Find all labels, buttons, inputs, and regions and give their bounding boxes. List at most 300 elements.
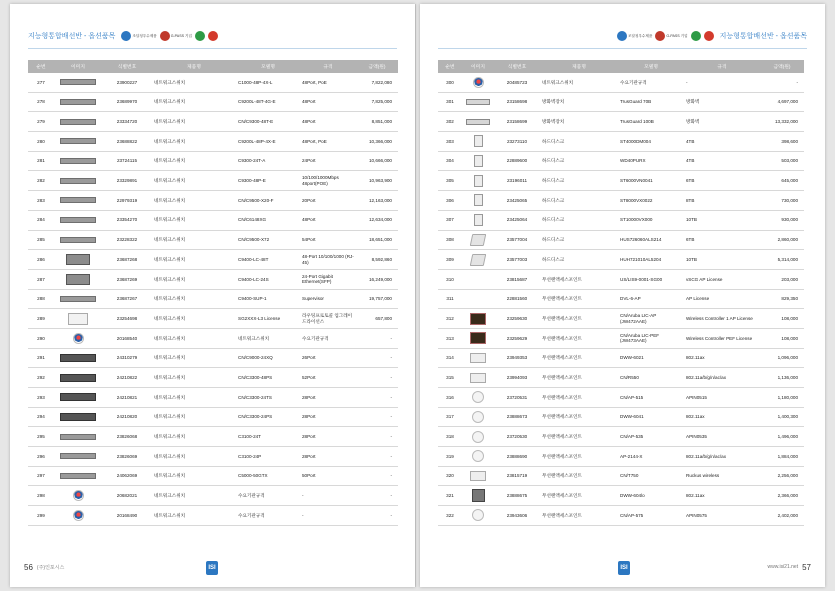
product-name: 네트워크스위치 bbox=[152, 92, 236, 112]
switch-image bbox=[60, 197, 96, 203]
row-number: 309 bbox=[438, 250, 462, 270]
model-name: CN/C9300-48T-E bbox=[236, 112, 300, 132]
specification: APIN0535 bbox=[684, 427, 760, 447]
specification: APIN0515 bbox=[684, 388, 760, 408]
specification: 6TB bbox=[684, 171, 760, 191]
switch-image bbox=[60, 413, 96, 421]
model-name: TrusGuard 70B bbox=[618, 92, 684, 112]
table-row bbox=[438, 506, 804, 526]
product-image-cell bbox=[462, 151, 494, 171]
row-number: 284 bbox=[28, 210, 54, 230]
product-image-cell bbox=[462, 486, 494, 506]
product-name: 방화벽장치 bbox=[540, 92, 618, 112]
page-footer bbox=[24, 561, 64, 573]
table-row bbox=[438, 269, 804, 289]
website-url: www.isi21.net bbox=[767, 564, 799, 570]
specification: 48Port bbox=[300, 92, 356, 112]
table-row bbox=[28, 328, 398, 348]
specification: vSCG AP License bbox=[684, 269, 760, 289]
product-image-cell bbox=[462, 132, 494, 152]
license-logo-image bbox=[467, 277, 489, 281]
price: 12,634,000 bbox=[356, 210, 398, 230]
row-number: 296 bbox=[28, 447, 54, 467]
product-name: 무선랜액세스포인트 bbox=[540, 328, 618, 348]
product-name: 네트워크스위치 bbox=[152, 368, 236, 388]
product-image-cell bbox=[462, 191, 494, 211]
product-name: 무선랜액세스포인트 bbox=[540, 348, 618, 368]
product-name: 하드디스크 bbox=[540, 132, 618, 152]
identification-number: 20168540 bbox=[102, 328, 152, 348]
identification-number: 23577004 bbox=[494, 230, 540, 250]
product-image-cell bbox=[462, 269, 494, 289]
column-header: 식별번호 bbox=[102, 60, 152, 73]
table-row bbox=[438, 171, 804, 191]
product-image-cell bbox=[54, 73, 102, 92]
model-name: 네트워크스위치 bbox=[236, 328, 300, 348]
row-number: 285 bbox=[28, 230, 54, 250]
identification-number: 23329891 bbox=[102, 171, 152, 191]
product-image-cell bbox=[54, 486, 102, 506]
model-name: C1000-48P-4X-L bbox=[236, 73, 300, 92]
product-image-cell bbox=[54, 210, 102, 230]
row-number: 302 bbox=[438, 112, 462, 132]
product-name: 네트워크스위치 bbox=[152, 210, 236, 230]
identification-number: 20485723 bbox=[494, 73, 540, 92]
table-row bbox=[438, 112, 804, 132]
hard-disk-image bbox=[470, 234, 487, 246]
identification-number: 23254698 bbox=[102, 309, 152, 329]
column-header: 금액(원) bbox=[356, 60, 398, 73]
identification-number: 23273110 bbox=[494, 132, 540, 152]
table-row bbox=[28, 447, 398, 467]
red-mark-icon bbox=[208, 31, 218, 41]
access-point-image bbox=[472, 431, 484, 443]
left-header bbox=[28, 28, 224, 44]
g-pass-logo-icon bbox=[655, 31, 665, 41]
product-image-cell bbox=[462, 348, 494, 368]
model-name: DWW-604lo bbox=[618, 486, 684, 506]
table-row bbox=[28, 269, 398, 289]
switch-image bbox=[60, 374, 96, 382]
model-name: HUS726060ALS214 bbox=[618, 230, 684, 250]
identification-number: 23158698 bbox=[494, 92, 540, 112]
product-image-cell bbox=[54, 151, 102, 171]
price: 13,332,000 bbox=[760, 112, 804, 132]
table-row bbox=[28, 427, 398, 447]
product-image-cell bbox=[54, 132, 102, 152]
specification: Ruckus wireless bbox=[684, 466, 760, 486]
product-name: 네트워크스위치 bbox=[152, 388, 236, 408]
product-name: 네트워크스위치 bbox=[152, 309, 236, 329]
model-name: CN/C3300-24TS bbox=[236, 388, 300, 408]
model-name: 수요기관규격 bbox=[236, 486, 300, 506]
product-name: 네트워크스위치 bbox=[152, 289, 236, 309]
specification: 28Port bbox=[300, 388, 356, 408]
price: - bbox=[356, 348, 398, 368]
price: - bbox=[356, 388, 398, 408]
specification: Wireless Controller 1 AP License bbox=[684, 309, 760, 329]
identification-number: 23354270 bbox=[102, 210, 152, 230]
identification-number: 23228322 bbox=[102, 230, 152, 250]
switch-image bbox=[60, 138, 96, 144]
model-name: ST6000VN0041 bbox=[618, 171, 684, 191]
product-image-cell bbox=[462, 447, 494, 467]
identification-number: 22979319 bbox=[102, 191, 152, 211]
specification: 54Port bbox=[300, 230, 356, 250]
identification-number: 23259630 bbox=[494, 309, 540, 329]
header-logo bbox=[208, 31, 218, 41]
table-row bbox=[28, 466, 398, 486]
column-header: 순번 bbox=[28, 60, 54, 73]
specification: 48Port, PoE bbox=[300, 73, 356, 92]
model-name: WD40PURX bbox=[618, 151, 684, 171]
identification-number: 23888673 bbox=[494, 407, 540, 427]
table-row bbox=[28, 388, 398, 408]
table-row bbox=[438, 132, 804, 152]
specification: 48Port bbox=[300, 210, 356, 230]
model-name: CN/AP-535 bbox=[618, 427, 684, 447]
row-number: 299 bbox=[28, 506, 54, 526]
switch-image bbox=[60, 99, 96, 105]
specification: 802.11ax bbox=[684, 407, 760, 427]
access-point-image bbox=[470, 373, 486, 383]
model-name: C5000-50GTX bbox=[236, 466, 300, 486]
government-seal-icon bbox=[56, 333, 100, 344]
row-number: 282 bbox=[28, 171, 54, 191]
header-logo bbox=[160, 31, 192, 41]
table-header-row bbox=[438, 60, 804, 73]
hard-disk-image bbox=[474, 214, 483, 226]
specification: Wireless Controller PEF License bbox=[684, 328, 760, 348]
product-name: 무선랜액세스포인트 bbox=[540, 447, 618, 467]
price: 18,651,000 bbox=[356, 230, 398, 250]
row-number: 319 bbox=[438, 447, 462, 467]
model-name: CN/C9500-X20-F bbox=[236, 191, 300, 211]
price: 10,963,900 bbox=[356, 171, 398, 191]
table-row bbox=[438, 250, 804, 270]
product-name: 무선랜액세스포인트 bbox=[540, 466, 618, 486]
identification-number: 23815687 bbox=[494, 269, 540, 289]
product-image-cell bbox=[462, 407, 494, 427]
product-name: 네트워크스위치 bbox=[152, 191, 236, 211]
government-seal-icon bbox=[56, 510, 100, 521]
certification-seal-icon bbox=[121, 31, 131, 41]
identification-number: 23687269 bbox=[102, 269, 152, 289]
row-number: 277 bbox=[28, 73, 54, 92]
model-name: DVL-6-AP bbox=[618, 289, 684, 309]
logo-text: G-PASS 기업 bbox=[666, 34, 688, 38]
license-box-image bbox=[470, 313, 486, 325]
row-number: 318 bbox=[438, 427, 462, 447]
access-point-image bbox=[470, 353, 486, 363]
government-seal-icon bbox=[56, 490, 100, 501]
column-header: 순번 bbox=[438, 60, 462, 73]
identification-number: 23687267 bbox=[102, 289, 152, 309]
table-row bbox=[438, 328, 804, 348]
price: 930,000 bbox=[760, 210, 804, 230]
switch-image bbox=[60, 473, 96, 479]
product-image-cell bbox=[54, 388, 102, 408]
product-name: 네트워크스위치 bbox=[540, 73, 618, 92]
row-number: 306 bbox=[438, 191, 462, 211]
column-header: 금액(원) bbox=[760, 60, 804, 73]
access-point-image bbox=[472, 411, 484, 423]
model-name: CN/Aruba LIC-PEF (JW473AAE) bbox=[618, 328, 684, 348]
model-name: SG2XXX-L3 License bbox=[236, 309, 300, 329]
identification-number: 23425064 bbox=[494, 210, 540, 230]
row-number: 310 bbox=[438, 269, 462, 289]
column-header: 제품명 bbox=[540, 60, 618, 73]
model-name: ST10000VX000 bbox=[618, 210, 684, 230]
specification: 52Port bbox=[300, 368, 356, 388]
row-number: 298 bbox=[28, 486, 54, 506]
identification-number: 23943606 bbox=[494, 506, 540, 526]
product-image-cell bbox=[54, 112, 102, 132]
identification-number: 24310279 bbox=[102, 348, 152, 368]
product-image-cell bbox=[462, 368, 494, 388]
row-number: 286 bbox=[28, 250, 54, 270]
row-number: 290 bbox=[28, 328, 54, 348]
specification: - bbox=[684, 73, 760, 92]
product-name: 네트워크스위치 bbox=[152, 348, 236, 368]
price: 829,350 bbox=[760, 289, 804, 309]
identification-number: 20682021 bbox=[102, 486, 152, 506]
product-name: 네트워크스위치 bbox=[152, 171, 236, 191]
product-image-cell bbox=[54, 230, 102, 250]
price: 503,000 bbox=[760, 151, 804, 171]
logo-text: 조달청우수제품 bbox=[132, 34, 157, 38]
product-image-cell bbox=[54, 466, 102, 486]
identification-number: 23158699 bbox=[494, 112, 540, 132]
emblem-icon bbox=[473, 77, 484, 88]
row-number: 308 bbox=[438, 230, 462, 250]
model-name: C9300-24T-A bbox=[236, 151, 300, 171]
row-number: 311 bbox=[438, 289, 462, 309]
row-number: 307 bbox=[438, 210, 462, 230]
specification: 28Port bbox=[300, 407, 356, 427]
model-name: C9400-LC-24S bbox=[236, 269, 300, 289]
table-header-row bbox=[28, 60, 398, 73]
table-row bbox=[28, 348, 398, 368]
price: 19,757,000 bbox=[356, 289, 398, 309]
model-name: CN/C3300-48PS bbox=[236, 368, 300, 388]
specification: 방화벽 bbox=[684, 92, 760, 112]
license-logo-image bbox=[467, 297, 489, 301]
price: - bbox=[356, 466, 398, 486]
model-name: TrusGuard 100B bbox=[618, 112, 684, 132]
row-number: 293 bbox=[28, 388, 54, 408]
table-row bbox=[438, 210, 804, 230]
row-number: 283 bbox=[28, 191, 54, 211]
column-header: 모델명 bbox=[236, 60, 300, 73]
identification-number: 20168490 bbox=[102, 506, 152, 526]
brand-mark-icon: ISI bbox=[206, 561, 218, 575]
row-number: 317 bbox=[438, 407, 462, 427]
specification: APIN0575 bbox=[684, 506, 760, 526]
row-number: 280 bbox=[28, 132, 54, 152]
price: 1,496,000 bbox=[760, 427, 804, 447]
specification: 라우팅프로토콜 업그레이드라이선스 bbox=[300, 309, 356, 329]
table-row bbox=[438, 368, 804, 388]
specification: 20Port bbox=[300, 191, 356, 211]
identification-number: 23689970 bbox=[102, 92, 152, 112]
price: 398,600 bbox=[760, 132, 804, 152]
certification-seal-icon bbox=[617, 31, 627, 41]
identification-number: 23577003 bbox=[494, 250, 540, 270]
table-row bbox=[438, 73, 804, 92]
logo-group bbox=[121, 31, 218, 41]
identification-number: 23724115 bbox=[102, 151, 152, 171]
table-row bbox=[438, 151, 804, 171]
identification-number: 23720531 bbox=[494, 388, 540, 408]
identification-number: 23687268 bbox=[102, 250, 152, 270]
specification: 8TB bbox=[684, 191, 760, 211]
line-card-image bbox=[66, 274, 90, 285]
specification: Supervisor bbox=[300, 289, 356, 309]
price: 10,366,000 bbox=[356, 132, 398, 152]
model-name: C9200L-48T-4G-E bbox=[236, 92, 300, 112]
model-name: C3100-24P bbox=[236, 447, 300, 467]
product-image-cell bbox=[54, 309, 102, 329]
price: 7,825,000 bbox=[356, 92, 398, 112]
specification: 10/100/1000Mbps 48port(POE) bbox=[300, 171, 356, 191]
model-name: C9400-LC-48T bbox=[236, 250, 300, 270]
identification-number: 23900227 bbox=[102, 73, 152, 92]
product-image-cell bbox=[462, 289, 494, 309]
identification-number: 23888675 bbox=[494, 486, 540, 506]
model-name: CN/T750 bbox=[618, 466, 684, 486]
product-name: 하드디스크 bbox=[540, 230, 618, 250]
product-name: 무선랜액세스포인트 bbox=[540, 269, 618, 289]
product-name: 네트워크스위치 bbox=[152, 73, 236, 92]
price: - bbox=[760, 73, 804, 92]
identification-number: 24210820 bbox=[102, 407, 152, 427]
header-logo bbox=[617, 31, 652, 41]
model-name: CN/C3300-24PS bbox=[236, 407, 300, 427]
specification: - bbox=[300, 506, 356, 526]
row-number: 295 bbox=[28, 427, 54, 447]
model-name: C9200L-48P-4X-E bbox=[236, 132, 300, 152]
price: 1,136,000 bbox=[760, 368, 804, 388]
identification-number: 23826068 bbox=[102, 427, 152, 447]
license-box-image bbox=[470, 332, 486, 344]
product-name: 네트워크스위치 bbox=[152, 112, 236, 132]
product-image-cell bbox=[462, 250, 494, 270]
firewall-image bbox=[466, 99, 490, 105]
product-name: 네트워크스위치 bbox=[152, 230, 236, 250]
header-divider bbox=[28, 48, 397, 49]
table-row bbox=[28, 210, 398, 230]
table-row bbox=[28, 309, 398, 329]
switch-image bbox=[60, 296, 96, 302]
product-name: 무선랜액세스포인트 bbox=[540, 309, 618, 329]
price: 203,000 bbox=[760, 269, 804, 289]
identification-number: 23994093 bbox=[494, 368, 540, 388]
model-name: CN/AP-575 bbox=[618, 506, 684, 526]
model-name: DWW-6041 bbox=[618, 407, 684, 427]
price: 108,000 bbox=[760, 309, 804, 329]
header-logo bbox=[121, 31, 156, 41]
access-point-image bbox=[470, 471, 486, 481]
table-row bbox=[438, 388, 804, 408]
price: 2,860,000 bbox=[760, 230, 804, 250]
identification-number: 23815719 bbox=[494, 466, 540, 486]
table-row bbox=[28, 230, 398, 250]
line-card-image bbox=[66, 254, 90, 265]
price: 2,366,000 bbox=[760, 486, 804, 506]
product-name: 네트워크스위치 bbox=[152, 486, 236, 506]
switch-image bbox=[60, 434, 96, 440]
price: 2,256,000 bbox=[760, 466, 804, 486]
price: - bbox=[356, 368, 398, 388]
product-name: 하드디스크 bbox=[540, 210, 618, 230]
column-header: 이미지 bbox=[54, 60, 102, 73]
model-name: CN/R550 bbox=[618, 368, 684, 388]
row-number: 300 bbox=[438, 73, 462, 92]
table-row bbox=[28, 506, 398, 526]
access-point-image bbox=[472, 450, 484, 462]
table-row bbox=[28, 486, 398, 506]
table-row bbox=[438, 407, 804, 427]
price: - bbox=[356, 427, 398, 447]
product-name: 방화벽장치 bbox=[540, 112, 618, 132]
price: 1,180,000 bbox=[760, 388, 804, 408]
switch-image bbox=[60, 119, 96, 125]
switch-image bbox=[60, 178, 96, 184]
row-number: 281 bbox=[28, 151, 54, 171]
row-number: 314 bbox=[438, 348, 462, 368]
table-row bbox=[28, 112, 398, 132]
page-number: 56 bbox=[24, 562, 33, 572]
specification: 6TB bbox=[684, 230, 760, 250]
identification-number: 24210822 bbox=[102, 368, 152, 388]
product-name: 네트워크스위치 bbox=[152, 250, 236, 270]
product-image-cell bbox=[462, 210, 494, 230]
table-row bbox=[438, 289, 804, 309]
model-name: AP-2144-X bbox=[618, 447, 684, 467]
model-name: CN/C6148XG bbox=[236, 210, 300, 230]
product-image-cell bbox=[54, 92, 102, 112]
specification: 28Port bbox=[300, 427, 356, 447]
price: 5,314,000 bbox=[760, 250, 804, 270]
identification-number: 22889600 bbox=[494, 151, 540, 171]
product-name: 네트워크스위치 bbox=[152, 269, 236, 289]
green-mark-icon bbox=[691, 31, 701, 41]
column-header: 모델명 bbox=[618, 60, 684, 73]
specification: 28Port bbox=[300, 447, 356, 467]
model-name: C3100-24T bbox=[236, 427, 300, 447]
specification: 수요기관규격 bbox=[300, 328, 356, 348]
column-header: 규격 bbox=[684, 60, 760, 73]
identification-number: 23720530 bbox=[494, 427, 540, 447]
table-row bbox=[28, 132, 398, 152]
table-row bbox=[28, 73, 398, 92]
product-image-cell bbox=[54, 506, 102, 526]
product-image-cell bbox=[462, 328, 494, 348]
model-name: HUH721010AL5204 bbox=[618, 250, 684, 270]
company-name: (주)인포시스 bbox=[36, 564, 65, 571]
switch-image bbox=[60, 354, 96, 362]
price: - bbox=[356, 407, 398, 427]
price: 16,249,000 bbox=[356, 269, 398, 289]
price: - bbox=[356, 506, 398, 526]
product-name: 네트워크스위치 bbox=[152, 328, 236, 348]
model-name: C9400-SUP-1 bbox=[236, 289, 300, 309]
identification-number: 24210821 bbox=[102, 388, 152, 408]
hard-disk-image bbox=[474, 175, 483, 187]
specification: 방화벽 bbox=[684, 112, 760, 132]
product-name: 무선랜액세스포인트 bbox=[540, 427, 618, 447]
